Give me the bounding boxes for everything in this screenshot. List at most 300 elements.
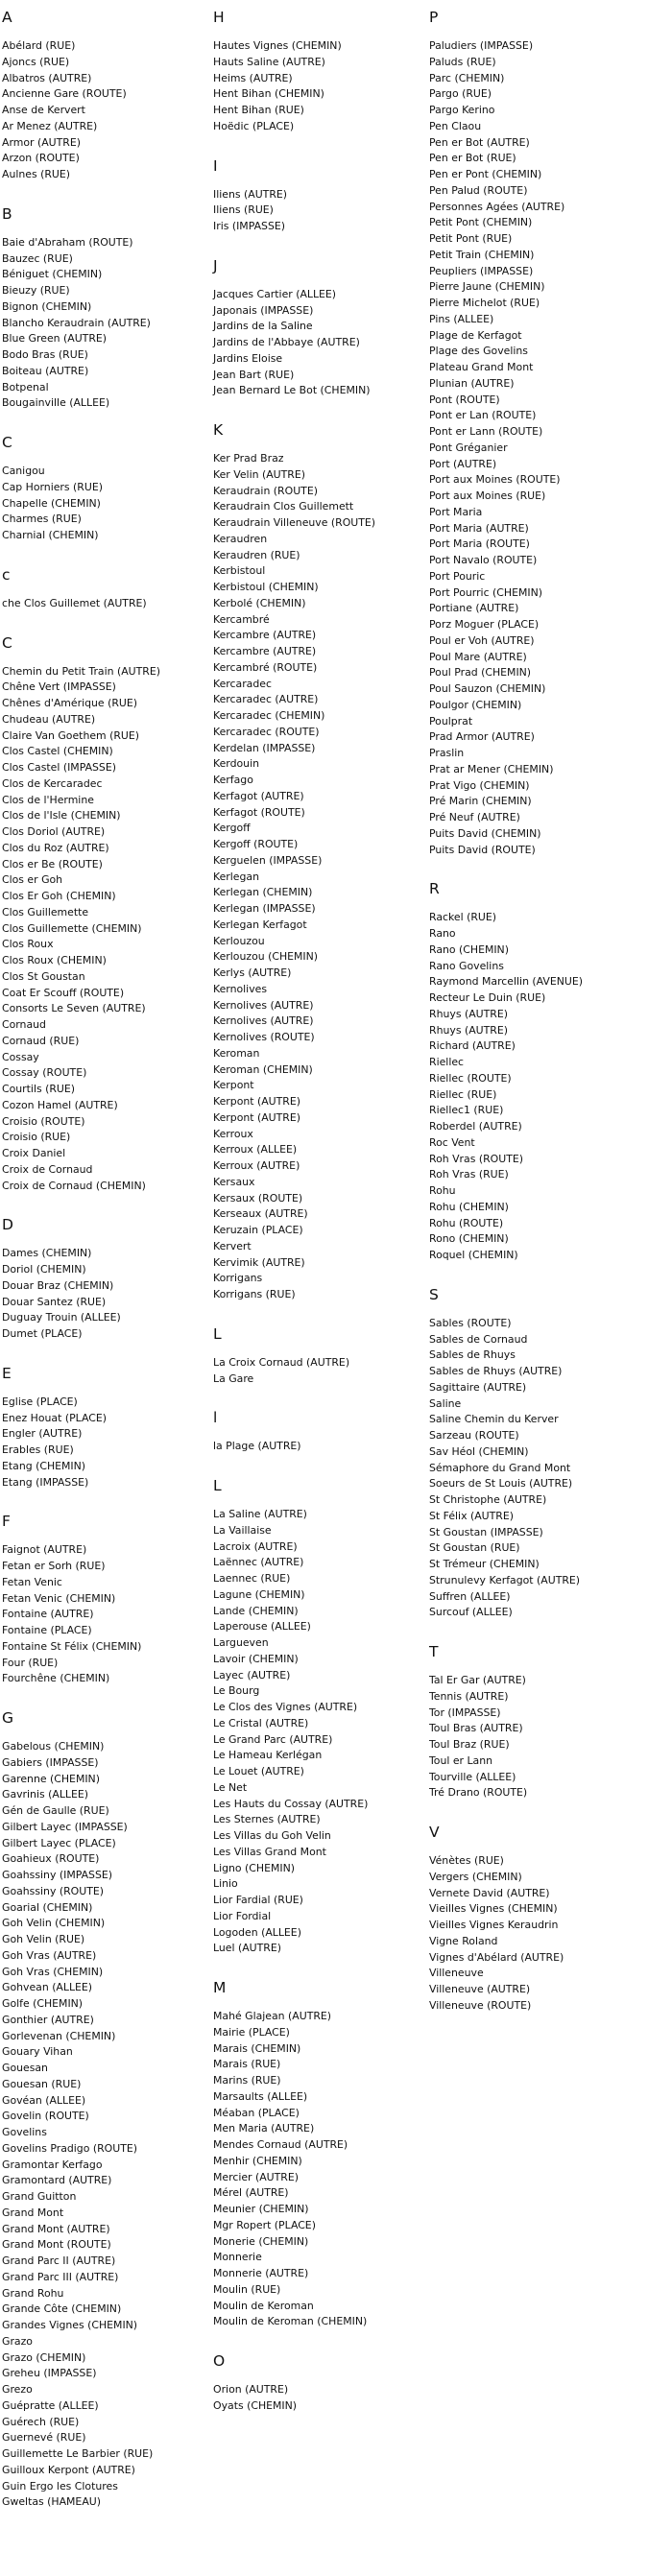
street-name: Le Cristal (AUTRE) [213,1716,309,1729]
street-name: Puits David (ROUTE) [429,843,536,856]
street-name: Kerdelan (IMPASSE) [213,741,316,754]
street-name: Kercambré (ROUTE) [213,660,318,674]
street-list [2,1739,202,2511]
street-index-column-2 [213,8,420,2436]
street-name: Kercaradec (CHEMIN) [213,709,325,722]
letter-section [2,204,202,412]
street-name: Orion (AUTRE) [213,2383,289,2396]
street-name: Les Sternes (AUTRE) [213,1813,321,1826]
letter-section [213,1324,420,1388]
street-name: Hent Bihan (RUE) [213,104,304,116]
street-name: Clos er Be (ROUTE) [2,857,103,871]
street-name: Pen er Bot (RUE) [429,152,516,165]
street-name: Douar Braz (CHEMIN) [2,1278,114,1292]
street-name: Dumet (PLACE) [2,1327,83,1340]
street-name: Chêne Vert (IMPASSE) [2,680,116,694]
street-name: Cornaud (RUE) [2,1034,80,1047]
street-name: Anse de Kervert [2,104,85,116]
street-name: Chênes d'Amérique (RUE) [2,697,138,709]
street-index-column-3 [429,8,645,2036]
street-name: Keraudren (RUE) [213,548,300,561]
street-name: Marins (RUE) [213,2074,281,2087]
street-name: Sables (ROUTE) [429,1316,512,1329]
street-name: Grezo [2,2383,33,2396]
street-name: Kerfago [213,774,253,786]
street-name: Luel (AUTRE) [213,1942,281,1955]
street-list [213,287,420,399]
street-name: Clos Doriol (AUTRE) [2,825,106,838]
section-letter-heading: G [2,1709,14,1727]
street-name: Mairie (PLACE) [213,2025,290,2039]
street-name: La Saline (AUTRE) [213,1508,307,1520]
street-name: Croix de Cornaud (CHEMIN) [2,1179,146,1192]
street-name: Keraudrain (ROUTE) [213,484,318,497]
section-letter-heading: c [2,565,11,584]
street-name: Meunier (CHEMIN) [213,2203,309,2215]
street-name: Kerguelen (IMPASSE) [213,853,323,867]
street-name: Logoden (ALLEE) [213,1925,301,1939]
street-name: Sables de Rhuys [429,1348,516,1362]
letter-section [2,1512,202,1687]
street-name: Four (RUE) [2,1656,59,1669]
street-name: Mendes Cornaud (AUTRE) [213,2138,348,2151]
street-name: Grande Côte (CHEMIN) [2,2302,122,2316]
letter-section [213,1978,420,2330]
street-name: Rackel (RUE) [429,911,497,924]
street-name: Guernevé (RUE) [2,2431,86,2445]
street-name: Etang (CHEMIN) [2,1459,86,1472]
street-name: Grazo (CHEMIN) [2,2350,86,2364]
street-name: Poul er Voh (AUTRE) [429,633,535,647]
letter-section [213,1476,420,1957]
section-letter-heading: T [429,1643,439,1660]
street-name: Kercaradec (AUTRE) [213,693,319,706]
street-name: Rohu [429,1184,456,1197]
street-name: Clos Guillemette [2,905,89,918]
street-name: Monnerie (AUTRE) [213,2267,309,2279]
street-name: Goh Velin (CHEMIN) [2,1917,106,1930]
street-name: Bignon (CHEMIN) [2,299,92,313]
street-name: Jardins de la Saline [213,320,313,333]
street-list [429,1853,645,2015]
letter-section [2,433,202,544]
street-name: Le Grand Parc (AUTRE) [213,1732,333,1746]
street-name: Charmes (RUE) [2,513,82,526]
street-list [213,2382,420,2415]
street-name: La Croix Cornaud (AUTRE) [213,1355,350,1369]
street-name: Clos du Roz (AUTRE) [2,841,109,854]
street-name: Riellec (ROUTE) [429,1071,512,1085]
street-name: St Félix (AUTRE) [429,1509,514,1522]
street-name: Engler (AUTRE) [2,1427,83,1441]
street-name: Baie d'Abraham (ROUTE) [2,235,133,249]
street-name: Soeurs de St Louis (AUTRE) [429,1477,573,1491]
street-name: Pont (ROUTE) [429,393,500,406]
street-name: Dames (CHEMIN) [2,1247,92,1260]
street-name: Kerfagot (ROUTE) [213,805,305,819]
street-name: Gouesan (RUE) [2,2077,82,2090]
street-name: Marais (CHEMIN) [213,2041,301,2055]
street-name: Clos Guillemette (CHEMIN) [2,921,142,935]
street-name: Kernolives (ROUTE) [213,1031,315,1043]
street-name: Keraudrain Villeneuve (ROUTE) [213,516,376,529]
street-name: Pins (ALLEE) [429,312,494,325]
street-name: Kerpont [213,1079,254,1092]
street-name: Korrigans [213,1272,263,1285]
street-name: Consorts Le Seven (AUTRE) [2,1002,146,1015]
street-name: Pen er Bot (AUTRE) [429,135,530,149]
street-name: Kerbistoul (CHEMIN) [213,581,319,593]
street-name: Vernete David (AUTRE) [429,1886,550,1899]
street-name: Kercambre (AUTRE) [213,629,317,642]
street-name: Prat ar Mener (CHEMIN) [429,762,554,775]
street-name: Pont er Lan (ROUTE) [429,409,537,422]
street-name: Laennec (RUE) [213,1572,291,1585]
street-name: Clos de l'Isle (CHEMIN) [2,809,121,823]
street-name: Le Net [213,1780,248,1794]
street-name: Tennis (AUTRE) [429,1689,509,1703]
street-name: Kerlegan [213,870,259,883]
street-name: Duguay Trouin (ALLEE) [2,1311,121,1324]
street-name: Iris (IMPASSE) [213,220,285,232]
street-name: Kerlys (AUTRE) [213,966,292,979]
street-name: Lavoir (CHEMIN) [213,1652,299,1665]
street-name: Pargo (RUE) [429,87,492,101]
street-name: Kerlouzou (CHEMIN) [213,950,319,964]
street-name: Jardins Eloise [213,351,283,365]
street-name: Fetan er Sorh (RUE) [2,1560,106,1572]
letter-section [2,8,202,183]
street-name: Menhir (CHEMIN) [213,2154,302,2167]
street-name: Sav Héol (CHEMIN) [429,1444,529,1458]
street-name: Les Villas Grand Mont [213,1845,326,1858]
street-name: Oyats (CHEMIN) [213,2398,298,2412]
street-name: Keraudren [213,532,268,545]
street-name: Moulin de Keroman (CHEMIN) [213,2315,368,2328]
street-name: Canigou [2,465,45,477]
street-name: Cornaud [2,1018,46,1031]
street-name: Gabelous (CHEMIN) [2,1740,105,1753]
street-name: Bodo Bras (RUE) [2,348,88,361]
section-letter-heading: M [213,1979,227,1996]
street-name: Port Maria (AUTRE) [429,521,529,535]
section-letter-heading: L [213,1324,222,1343]
street-name: Kercambre (AUTRE) [213,645,317,657]
street-name: Riellec1 (RUE) [429,1104,504,1117]
street-name: Roh Vras (RUE) [429,1168,509,1181]
section-letter-heading: H [213,9,225,26]
street-name: Clos er Goh [2,873,63,887]
street-name: Sables de Rhuys (AUTRE) [429,1365,563,1377]
street-name: Goahssiny (ROUTE) [2,1884,105,1897]
street-name: Kernolives [213,982,268,995]
street-name: Guérech (RUE) [2,2415,80,2428]
street-name: Plateau Grand Mont [429,361,534,373]
street-name: Kerseaux (AUTRE) [213,1207,308,1221]
street-name: Claire Van Goethem (RUE) [2,728,140,742]
street-name: Cozon Hamel (AUTRE) [2,1098,118,1111]
street-name: Croisio (ROUTE) [2,1114,85,1128]
street-name: Guillemette Le Barbier (RUE) [2,2447,154,2460]
street-name: Grandes Vignes (CHEMIN) [2,2319,138,2331]
street-name: Le Bourg [213,1684,260,1698]
street-name: St Trémeur (CHEMIN) [429,1558,540,1570]
street-name: Toul Braz (RUE) [429,1738,510,1751]
street-name: Goarial (CHEMIN) [2,1900,93,1914]
street-name: Faignot (AUTRE) [2,1543,87,1557]
street-name: Kerpont (AUTRE) [213,1110,301,1124]
street-name: Mahé Glajean (AUTRE) [213,2010,332,2022]
street-name: Villeneuve [429,1967,484,1980]
street-name: Kergoff (ROUTE) [213,838,299,850]
street-name: Pen Claou [429,119,482,132]
street-name: Kerlegan (IMPASSE) [213,902,316,915]
street-name: Layec (AUTRE) [213,1668,291,1682]
street-name: Guin Ergo les Clotures [2,2479,118,2493]
street-name: Recteur Le Duin (RUE) [429,991,546,1004]
street-name: Port Maria [429,505,483,518]
street-name: Heims (AUTRE) [213,71,293,84]
letter-section [2,565,202,612]
street-name: Gouary Vihan [2,2045,73,2059]
street-name: Poul Sauzon (CHEMIN) [429,682,546,695]
street-name: Enez Houat (PLACE) [2,1411,107,1424]
street-list [213,451,420,1303]
street-name: Rhuys (AUTRE) [429,1023,508,1037]
street-name: Gweltas (HAMEAU) [2,2495,101,2509]
letter-section [429,1642,645,1801]
street-name: Moulin (RUE) [213,2282,281,2296]
street-name: Kervimik (AUTRE) [213,1255,305,1269]
street-name: Plage de Kerfagot [429,328,522,342]
street-name: Doriol (CHEMIN) [2,1263,86,1276]
street-list [429,38,645,858]
street-name: Govéan (ALLEE) [2,2093,86,2107]
section-letter-heading: S [429,1285,439,1303]
street-name: Fetan Venic [2,1575,62,1588]
street-name: Hauts Saline (AUTRE) [213,55,325,68]
street-name: Mgr Ropert (PLACE) [213,2218,316,2231]
street-name: Aulnes (RUE) [2,168,71,180]
street-name: Chemin du Petit Train (AUTRE) [2,664,161,678]
street-name: Surcouf (ALLEE) [429,1606,513,1619]
section-letter-heading: V [429,1824,440,1841]
street-name: Chudeau (AUTRE) [2,712,96,726]
street-list [2,38,202,183]
street-name: Mérel (AUTRE) [213,2186,289,2200]
street-name: Pont Gréganier [429,441,508,454]
street-name: Grand Guitton [2,2190,77,2203]
street-name: Pré Neuf (AUTRE) [429,811,520,823]
street-name: Abélard (RUE) [2,39,76,52]
street-name: Roberdel (AUTRE) [429,1120,522,1133]
street-name: Méaban (PLACE) [213,2106,300,2119]
street-list [2,664,202,1195]
street-name: Cossay (ROUTE) [2,1066,87,1080]
street-name: Port Pouric [429,569,486,583]
street-name: Gilbert Layec (IMPASSE) [2,1820,128,1833]
street-name: Kerpont (AUTRE) [213,1095,301,1108]
street-name: Gabiers (IMPASSE) [2,1755,99,1769]
street-name: Rono (CHEMIN) [429,1232,509,1246]
street-name: Courtils (RUE) [2,1083,76,1095]
street-name: Poul Prad (CHEMIN) [429,666,532,680]
street-name: Poulprat [429,714,473,727]
street-name: Erables (RUE) [2,1443,74,1456]
street-name: Tré Drano (ROUTE) [429,1786,528,1800]
letter-section [2,1364,202,1491]
street-name: Porz Moguer (PLACE) [429,618,540,631]
section-letter-heading: R [429,880,440,898]
street-name: Pierre Jaune (CHEMIN) [429,280,545,294]
street-name: Grand Mont [2,2206,64,2219]
street-name: St Goustan (IMPASSE) [429,1525,543,1538]
street-name: Fontaine St Félix (CHEMIN) [2,1639,142,1653]
street-name: Ker Velin (AUTRE) [213,467,305,481]
street-name: Gramontard (AUTRE) [2,2174,112,2187]
street-name: Kercaradec (ROUTE) [213,725,320,738]
street-name: Poul Mare (AUTRE) [429,650,527,663]
street-list [429,1673,645,1801]
street-name: Kerdouin [213,757,259,771]
street-name: Lacroix (AUTRE) [213,1539,298,1553]
street-list [2,1395,202,1491]
letter-section [213,256,420,399]
street-name: Linio [213,1877,238,1891]
street-name: Golfe (CHEMIN) [2,1997,84,2010]
street-name: Kernolives (AUTRE) [213,1014,314,1028]
section-letter-heading: C [2,434,12,451]
street-name: Grand Parc II (AUTRE) [2,2254,116,2267]
street-name: Botpenal [2,380,49,394]
street-name: Japonais (IMPASSE) [213,303,314,317]
street-name: Vénètes (RUE) [429,1854,504,1867]
street-name: Peupliers (IMPASSE) [429,264,534,277]
street-name: Gilbert Layec (PLACE) [2,1836,116,1849]
street-list [2,464,202,544]
street-name: Grand Parc III (AUTRE) [2,2270,119,2283]
street-name: Les Hauts du Cossay (AUTRE) [213,1797,369,1810]
street-name: Petit Train (CHEMIN) [429,248,535,261]
street-name: Port Maria (ROUTE) [429,537,530,551]
street-name: Les Villas du Goh Velin [213,1829,331,1842]
street-name: Goh Velin (RUE) [2,1933,85,1945]
street-name: Fourchêne (CHEMIN) [2,1672,110,1685]
street-name: Kernolives (AUTRE) [213,998,314,1012]
letter-section [2,1215,202,1343]
street-name: Blue Green (AUTRE) [2,332,108,346]
street-name: Ker Prad Braz [213,452,284,465]
section-letter-heading: J [213,256,218,274]
street-name: Cossay [2,1050,39,1063]
letter-section [213,2351,420,2415]
street-name: Raymond Marcellin (AVENUE) [429,975,584,989]
section-letter-heading: O [213,2352,226,2370]
street-name: Kerlegan (CHEMIN) [213,886,313,899]
street-name: Iliens (RUE) [213,203,274,217]
section-letter-heading: L [213,1477,222,1494]
street-name: Roc Vent [429,1135,475,1149]
street-name: Rano (CHEMIN) [429,942,509,956]
street-name: Pont er Lann (ROUTE) [429,425,543,438]
street-name: Kerroux [213,1127,253,1140]
street-name: Jean Bart (RUE) [213,368,295,381]
street-name: Greheu (IMPASSE) [2,2367,97,2380]
street-name: Sémaphore du Grand Mont [429,1461,571,1474]
street-name: Ajoncs (RUE) [2,55,70,68]
street-name: Guépratte (ALLEE) [2,2398,99,2412]
street-name: Hoëdic (PLACE) [213,119,295,132]
street-name: Monerie (CHEMIN) [213,2234,309,2248]
street-list [213,38,420,135]
street-name: Riellec (RUE) [429,1087,497,1101]
street-name: Personnes Agées (AUTRE) [429,200,565,213]
street-name: Saline [429,1396,462,1410]
street-list [213,1439,420,1455]
street-name: Suffren (ALLEE) [429,1589,511,1603]
street-name: Clos de l'Hermine [2,793,94,806]
street-name: Le Hameau Kerlégan [213,1749,323,1762]
street-name: Hent Bihan (CHEMIN) [213,87,324,101]
street-name: St Goustan (RUE) [429,1541,520,1555]
street-list [2,596,202,612]
street-name: Plage des Govelins [429,345,528,358]
street-name: Charnial (CHEMIN) [2,529,99,541]
letter-section [429,879,645,1264]
section-letter-heading: A [2,9,12,26]
section-letter-heading: P [429,9,439,26]
street-name: Croix de Cornaud [2,1162,93,1176]
street-index-column-1 [2,8,202,2532]
street-name: St Christophe (AUTRE) [429,1493,547,1506]
street-name: Plunian (AUTRE) [429,376,515,390]
street-name: Kersaux [213,1175,255,1188]
street-list [2,235,202,412]
street-name: Kerroux (AUTRE) [213,1159,300,1172]
street-name: Paluds (RUE) [429,55,496,68]
street-name: Moulin de Keroman [213,2299,314,2312]
street-name: Toul er Lann [429,1753,493,1767]
street-name: Gorlevenan (CHEMIN) [2,2029,116,2042]
street-name: Kergoff [213,822,251,835]
street-name: Riellec [429,1056,465,1068]
street-name: Rohu (CHEMIN) [429,1200,509,1213]
street-name: Fontaine (AUTRE) [2,1608,94,1621]
street-list [429,1316,645,1621]
street-name: La Vaillaise [213,1523,272,1537]
street-name: Govelins [2,2126,47,2138]
street-name: Lior Fordial [213,1909,272,1922]
street-name: Paludiers (IMPASSE) [429,39,534,52]
street-name: Goh Vras (AUTRE) [2,1948,97,1962]
letter-section [2,633,202,1195]
street-name: Clos de Kercaradec [2,776,103,790]
street-name: Roquel (CHEMIN) [429,1249,518,1261]
street-name: Rano [429,927,456,940]
street-name: Croix Daniel [2,1147,66,1159]
street-name: Vigne Roland [429,1934,498,1947]
street-list [429,910,645,1264]
letter-section [429,1823,645,2015]
street-name: Pen er Pont (CHEMIN) [429,168,542,180]
street-name: Gén de Gaulle (RUE) [2,1804,109,1817]
street-name: Coat Er Scouff (ROUTE) [2,986,125,999]
street-name: Prad Armor (AUTRE) [429,730,535,744]
street-name: Kerbistoul [213,564,266,578]
street-name: Port aux Moines (ROUTE) [429,473,561,487]
street-name: Kerroux (ALLEE) [213,1143,298,1157]
street-name: Clos Castel (CHEMIN) [2,745,113,758]
